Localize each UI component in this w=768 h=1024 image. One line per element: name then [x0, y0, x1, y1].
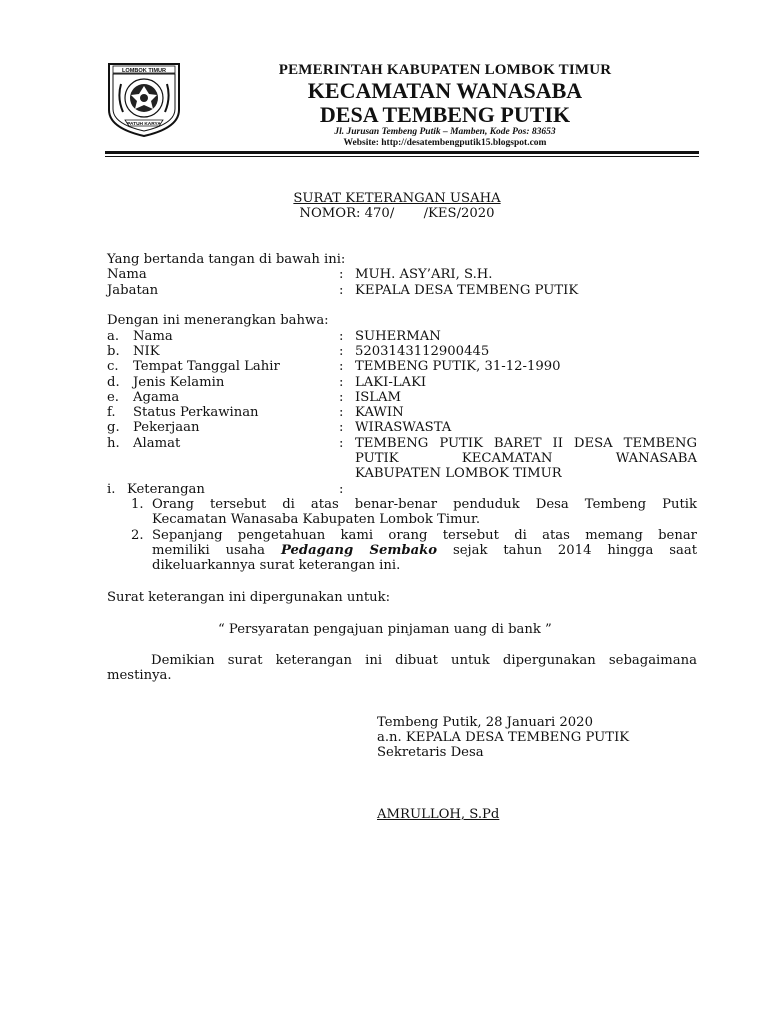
signer-position-colon: : [339, 283, 344, 298]
subject-gender-value: LAKI-LAKI [355, 375, 427, 390]
subject-name-colon: : [339, 329, 344, 344]
subject-address-line-3: KABUPATEN LOMBOK TIMUR [355, 466, 562, 481]
subject-religion-value: ISLAM [355, 390, 402, 405]
signer-name-label: Nama [107, 267, 147, 282]
signature-name: AMRULLOH, S.Pd [377, 807, 500, 822]
subject-occupation-label: Pekerjaan [133, 420, 200, 435]
letterhead-address: Jl. Jurusan Tembeng Putik – Mamben, Kode Pos: 83653 [334, 127, 556, 137]
subject-marital-label: Status Perkawinan [133, 405, 259, 420]
keterangan-item-2-line-2 [152, 543, 697, 558]
business-type-emphasis: Pedagang Sembako [280, 543, 438, 558]
subject-gender-label: Jenis Kelamin [133, 375, 225, 390]
purpose-statement: “ Persyaratan pengajuan pinjaman uang di bank ” [218, 622, 552, 637]
subject-birth-colon: : [339, 359, 344, 374]
signer-intro: Yang bertanda tangan di bawah ini: [107, 252, 346, 267]
subject-address-colon: : [339, 436, 344, 451]
subject-h-marker: h. [107, 436, 120, 451]
keterangan-item-1-line-2: Kecamatan Wanasaba Kabupaten Lombok Timur. [152, 512, 481, 527]
keterangan-colon: : [339, 482, 344, 497]
svg-text:PATUH KARYA: PATUH KARYA [127, 122, 161, 127]
subject-birth-label: Tempat Tanggal Lahir [133, 359, 280, 374]
closing-line-2: mestinya. [107, 668, 172, 683]
signature-role: Sekretaris Desa [377, 745, 484, 760]
subject-address-line-1: TEMBENG PUTIK BARET II DESA TEMBENG [355, 436, 697, 451]
subject-religion-label: Agama [133, 390, 180, 405]
lombok-timur-emblem-logo [107, 62, 181, 138]
subject-intro: Dengan ini menerangkan bahwa: [107, 313, 329, 328]
subject-birth-value: TEMBENG PUTIK, 31-12-1990 [355, 359, 561, 374]
letterhead-website: Website: http://desatembengputik15.blogspot.com [343, 138, 547, 148]
document-number: NOMOR: 470/ /KES/2020 [299, 206, 495, 221]
subject-address-label: Alamat [133, 436, 181, 451]
document-title: SURAT KETERANGAN USAHA [293, 191, 501, 206]
keterangan-item-2-text-after: sejak tahun 2014 hingga saat [437, 543, 697, 558]
signer-position-value: KEPALA DESA TEMBENG PUTIK [355, 283, 579, 298]
subject-c-marker: c. [107, 359, 119, 374]
subject-a-marker: a. [107, 329, 120, 344]
letterhead-village: DESA TEMBENG PUTIK [319, 102, 571, 127]
subject-g-marker: g. [107, 420, 120, 435]
subject-name-value: SUHERMAN [355, 329, 441, 344]
subject-marital-colon: : [339, 405, 344, 420]
signature-place-date: Tembeng Putik, 28 Januari 2020 [377, 715, 593, 730]
subject-nik-label: NIK [133, 344, 160, 359]
subject-e-marker: e. [107, 390, 119, 405]
letterhead-government: PEMERINTAH KABUPATEN LOMBOK TIMUR [278, 62, 612, 78]
keterangan-marker: i. [107, 482, 116, 497]
letterhead-divider-thick [105, 151, 699, 154]
subject-marital-value: KAWIN [355, 405, 404, 420]
subject-f-marker: f. [107, 405, 116, 420]
keterangan-item-2-line-3: dikeluarkannya surat keterangan ini. [152, 558, 401, 573]
purpose-intro: Surat keterangan ini dipergunakan untuk: [107, 590, 391, 605]
subject-address-line-2: PUTIK KECAMATAN WANASABA [355, 451, 697, 466]
signer-position-label: Jabatan [107, 283, 159, 298]
keterangan-item-1-line-1: Orang tersebut di atas benar-benar penduduk Desa Tembeng Putik [152, 497, 697, 512]
subject-nik-value: 5203143112900445 [355, 344, 490, 359]
subject-d-marker: d. [107, 375, 120, 390]
subject-occupation-value: WIRASWASTA [355, 420, 452, 435]
keterangan-item-2-number: 2. [131, 528, 144, 543]
signer-name-colon: : [339, 267, 344, 282]
letterhead-district: KECAMATAN WANASABA [307, 78, 583, 103]
svg-text:LOMBOK TIMUR: LOMBOK TIMUR [121, 68, 167, 74]
closing-line-1: Demikian surat keterangan ini dibuat untuk dipergunakan sebagaimana [151, 653, 697, 668]
signature-on-behalf: a.n. KEPALA DESA TEMBENG PUTIK [377, 730, 630, 745]
letterhead-divider-thin [105, 156, 699, 157]
subject-occupation-colon: : [339, 420, 344, 435]
keterangan-item-1-number: 1. [131, 497, 144, 512]
subject-name-label: Nama [133, 329, 173, 344]
subject-b-marker: b. [107, 344, 120, 359]
subject-gender-colon: : [339, 375, 344, 390]
subject-religion-colon: : [339, 390, 344, 405]
subject-nik-colon: : [339, 344, 344, 359]
keterangan-label: Keterangan [127, 482, 205, 497]
signer-name-value: MUH. ASY’ARI, S.H. [355, 267, 493, 282]
keterangan-item-2-line-1: Sepanjang pengetahuan kami orang tersebut di atas memang benar [152, 528, 697, 543]
keterangan-item-2-text-before: memiliki usaha [152, 543, 281, 558]
